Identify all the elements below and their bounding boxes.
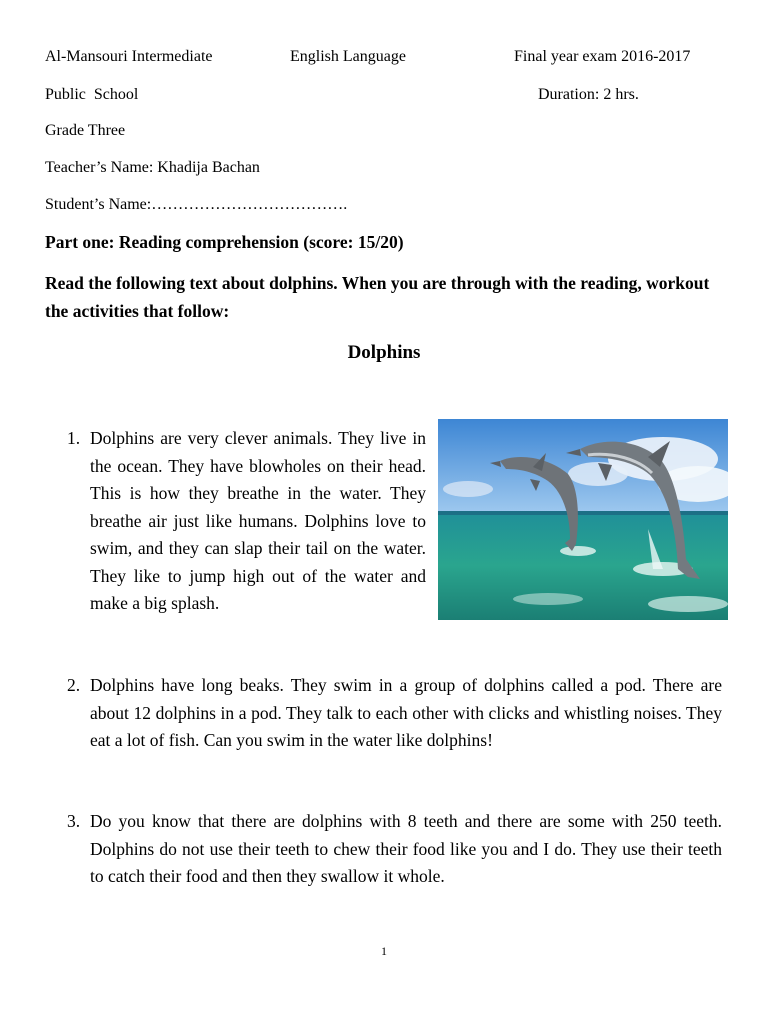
teacher-name: Teacher’s Name: Khadija Bachan [45, 159, 260, 176]
paragraph-number: 2. [67, 675, 81, 695]
page-number: 1 [381, 944, 387, 958]
school-name-line1: Al-Mansouri Intermediate [45, 48, 213, 65]
dolphins-photo [438, 419, 728, 620]
text-title: Dolphins [347, 342, 421, 363]
paragraph-number: 3. [67, 811, 81, 831]
student-name-field: Student’s Name:………………………………. [45, 196, 348, 213]
paragraph-2: Dolphins have long beaks. They swim in a group of dolphins called a pod. There are about 12 dolphins in a pod. They talk to each other with clicks and whistling noises. They eat a lot of fish. Can you swim in the water like dolphins! [90, 675, 722, 750]
duration-label: Duration: 2 hrs. [538, 86, 639, 103]
part-title: Part one: Reading comprehension (score: 15/20) [45, 232, 404, 252]
paragraph-1: Dolphins are very clever animals. They live in the ocean. They have blowholes on their head. This is how they breathe in the water. They breathe air just like humans. Dolphins love to swim, and they can slap their tail on the water. They like to jump high out of the water and make a big splash. [90, 428, 426, 613]
paragraph-number: 1. [67, 428, 81, 448]
exam-label: Final year exam 2016-2017 [514, 48, 691, 65]
school-name-line2: Public School [45, 86, 139, 103]
grade-label: Grade Three [45, 122, 126, 139]
instructions: Read the following text about dolphins. When you are through with the reading, workout the activities that follow: [45, 273, 710, 321]
paragraph-3: Do you know that there are dolphins with 8 teeth and there are some with 250 teeth. Dolphins do not use their teeth to chew their food like you and I do. They use their teeth to catch their food and then they swallow it whole. [90, 811, 722, 886]
subject-label: English Language [290, 48, 406, 65]
